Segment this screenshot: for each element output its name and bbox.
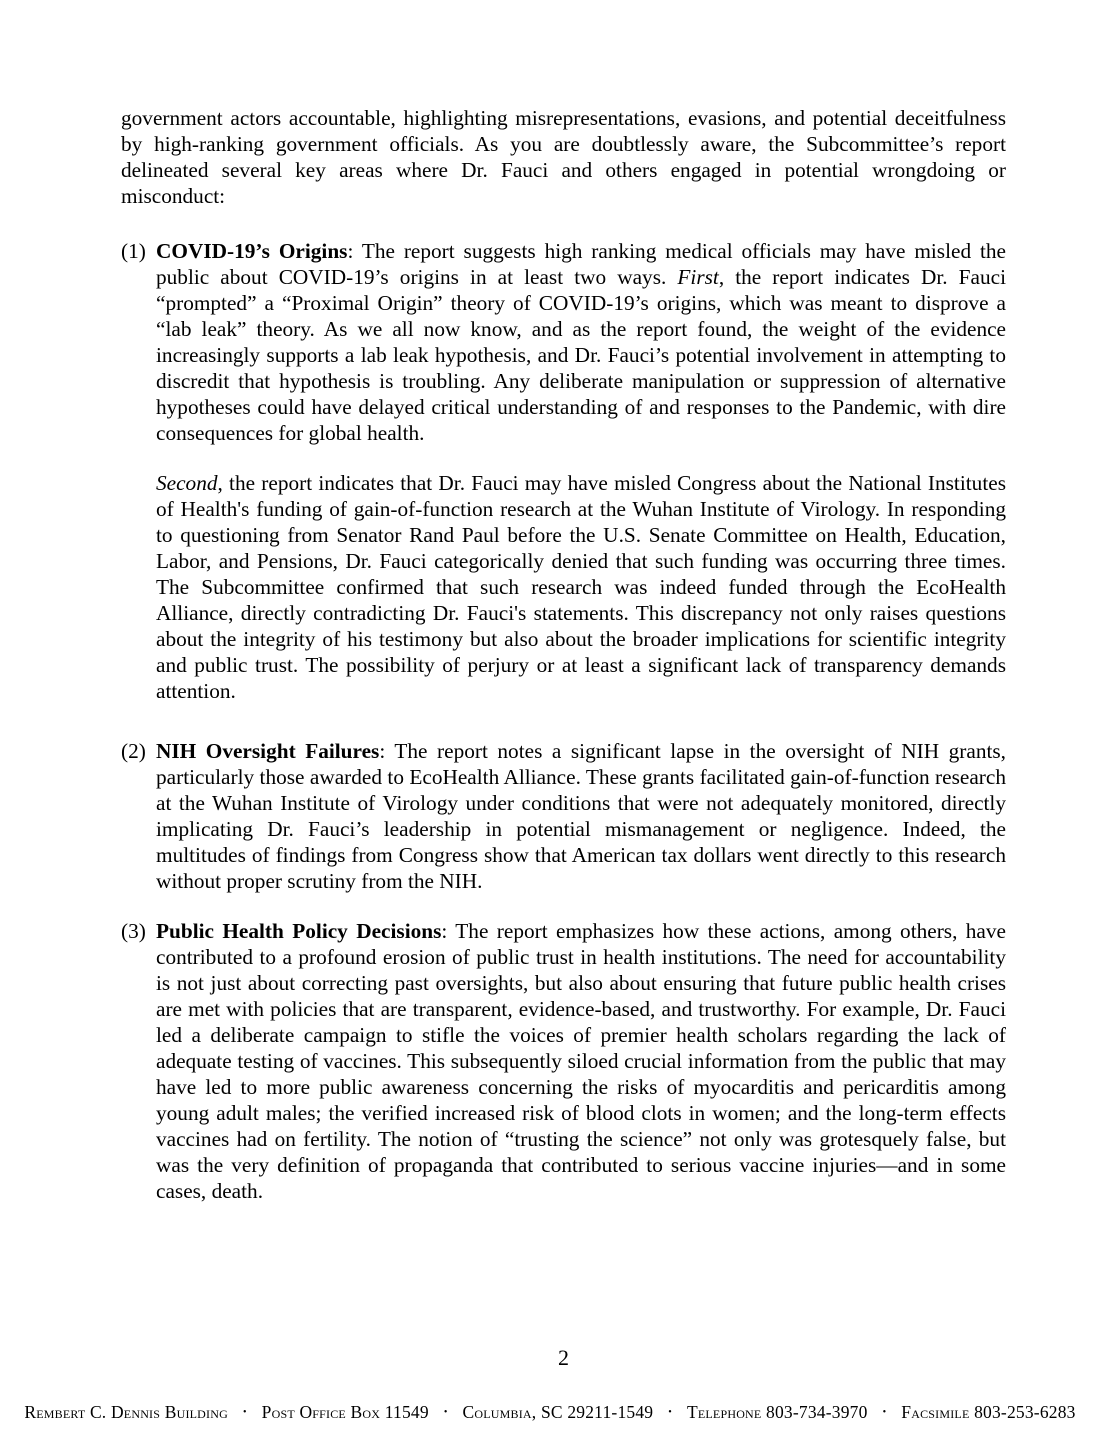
item-text: , the report indicates Dr. Fauci “prompted” a “Proximal Origin” theory of COVID-19’s origins, which was meant to disprove a “lab leak” theory. As we all now know, and as the report found, the weight of the evidence increasingly supports a lab leak hypothesis, and Dr. Fauci’s potential involvement in attempting to discredit that hypothesis is troubling. Any deliberate manipulation or suppression of alternative hypotheses could have delayed critical understanding of and responses to the Pandemic, with dire consequences for global health. <box>156 265 1006 445</box>
bullet-separator: • <box>668 1406 672 1418</box>
item-title: Public Health Policy Decisions <box>156 919 442 943</box>
item-title: NIH Oversight Failures <box>156 739 380 763</box>
item-text-emphasis: Second <box>156 471 218 495</box>
footer-po-box: Post Office Box 11549 <box>261 1402 429 1422</box>
footer-city-zip: Columbia, SC 29211-1549 <box>462 1402 654 1422</box>
list-item-paragraph <box>156 738 1006 894</box>
item-title: COVID-19’s Origins <box>156 239 348 263</box>
list-item-covid-origins <box>121 238 1006 704</box>
list-item-paragraph <box>156 470 1006 704</box>
list-item-paragraph <box>156 918 1006 1204</box>
list-item-number: (2) <box>121 739 146 763</box>
item-text-emphasis: First <box>677 265 719 289</box>
item-text: : The report emphasizes how these actions, among others, have contributed to a profound erosion of public trust in health institutions. The need for accountability is not just about correcting past oversights, but also about ensuring that future public health crises are met with policies that are transparent, evidence-based, and trustworthy. For example, Dr. Fauci led a deliberate campaign to stifle the voices of premier health scholars regarding the lack of adequate testing of vaccines. This subsequently siloed crucial information from the public that may have led to more public awareness concerning the risks of myocarditis and pericarditis among young adult males; the verified increased risk of blood clots in women; and the long-term effects vaccines had on fertility. The notion of “trusting the science” not only was grotesquely false, but was the very definition of propaganda that contributed to serious vaccine injuries—and in some cases, death. <box>156 919 1006 1203</box>
bullet-separator: • <box>443 1406 448 1418</box>
footer-facsimile: Facsimile 803-253-6283 <box>901 1402 1076 1422</box>
footer-telephone: Telephone 803-734-3970 <box>686 1402 868 1422</box>
list-item-number: (3) <box>121 919 146 943</box>
letter-body <box>121 105 1006 1204</box>
list-item-paragraph <box>156 238 1006 446</box>
item-text: : The report notes a significant lapse in the oversight of NIH grants, particularly those awarded to EcoHealth Alliance. These grants facilitated gain-of-function research at the Wuhan Institute of Virology under conditions that were not adequately monitored, directly implicating Dr. Fauci’s leadership in potential mismanagement or negligence. Indeed, the multitudes of findings from Congress show that American tax dollars went directly to this research without proper scrutiny from the NIH. <box>156 739 1006 893</box>
list-item-number: (1) <box>121 239 146 263</box>
intro-paragraph <box>121 105 1006 209</box>
item-text: , the report indicates that Dr. Fauci may have misled Congress about the National Institutes of Health's funding of gain-of-function research at the Wuhan Institute of Virology. In responding to questioning from Senator Rand Paul before the U.S. Senate Committee on Health, Education, Labor, and Pensions, Dr. Fauci categorically denied that such funding was occurring three times. The Subcommittee confirmed that such research was indeed funded through the EcoHealth Alliance, directly contradicting Dr. Fauci's statements. This discrepancy not only raises questions about the integrity of his testimony but also about the broader implications for scientific integrity and public trust. The possibility of perjury or at least a significant lack of transparency demands attention. <box>156 471 1006 703</box>
intro-text: government actors accountable, highlighting misrepresentations, evasions, and potential deceitfulness by high-ranking government officials. As you are doubtlessly aware, the Subcommittee’s report delineated several key areas where Dr. Fauci and others engaged in potential wrongdoing or misconduct: <box>121 106 1006 208</box>
footer-building: Rembert C. Dennis Building <box>24 1402 228 1422</box>
letterhead-footer <box>0 1402 1100 1423</box>
list-item-body <box>156 918 1006 1204</box>
list-item-nih-oversight <box>121 738 1006 894</box>
bullet-separator: • <box>882 1406 887 1418</box>
list-item-body <box>156 738 1006 894</box>
list-item-public-health-policy <box>121 918 1006 1204</box>
page-number: 2 <box>558 1345 569 1370</box>
bullet-separator: • <box>242 1406 247 1418</box>
list-item-body <box>156 238 1006 704</box>
item-text: : The report suggests high ranking medical officials may have misled the public about COVID-19’s origins in at least two ways. <box>156 239 1006 289</box>
